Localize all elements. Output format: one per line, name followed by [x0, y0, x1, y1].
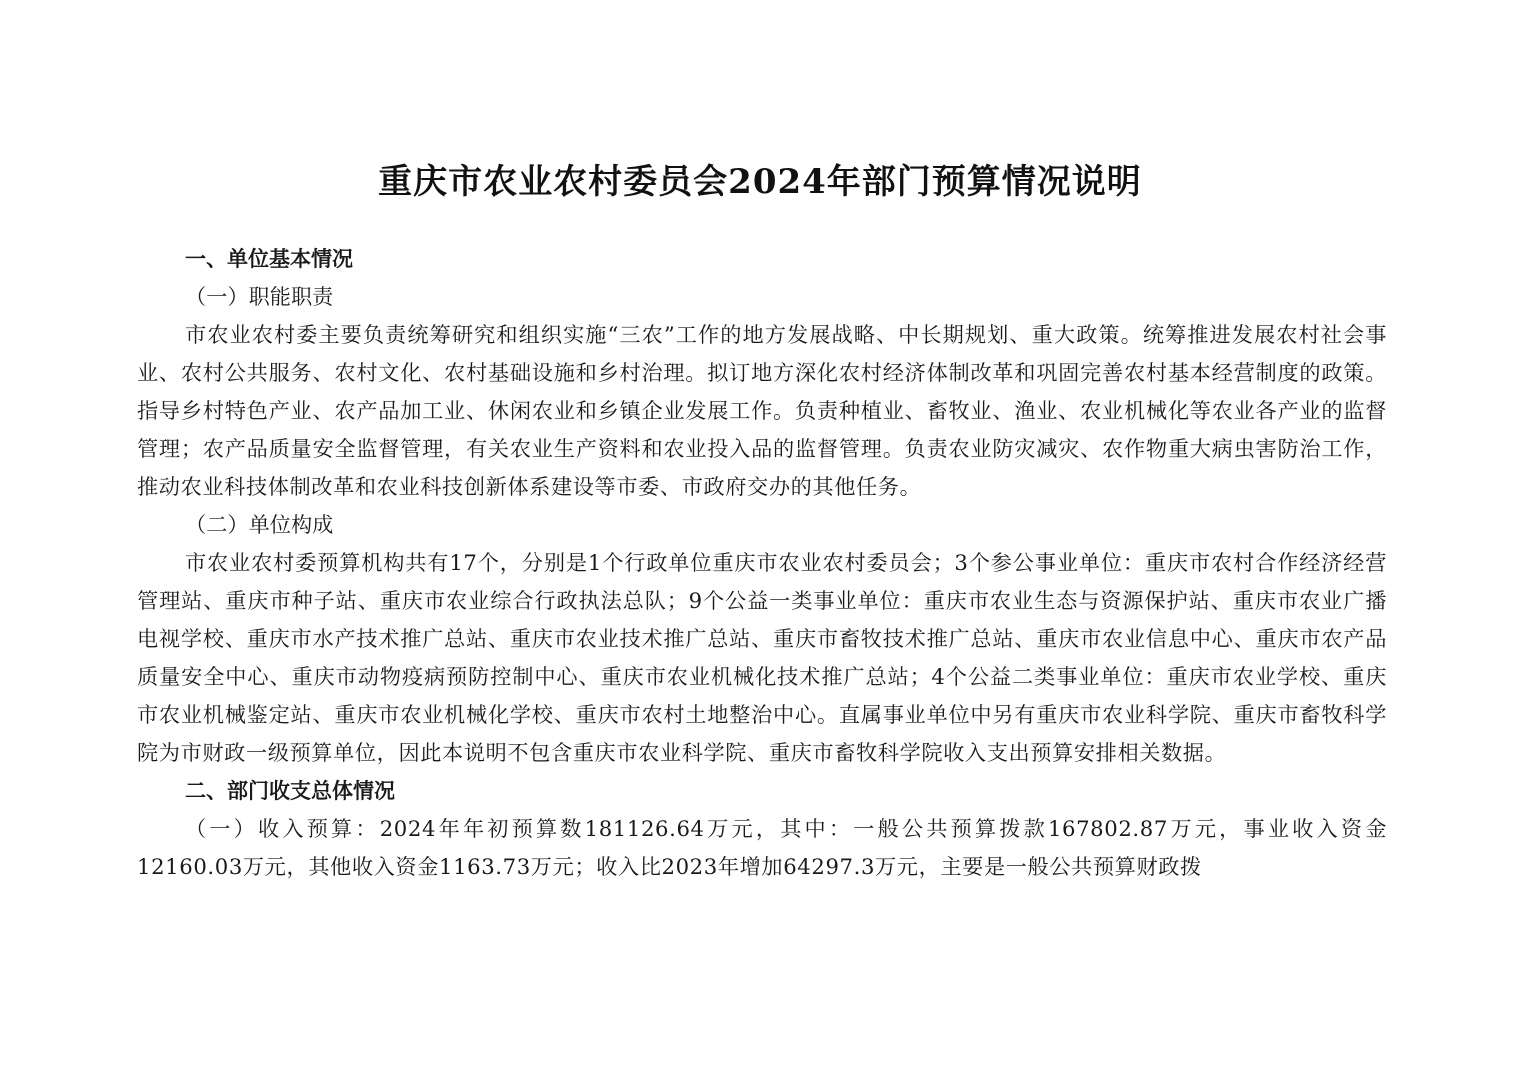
document-title: 重庆市农业农村委员会2024年部门预算情况说明	[378, 162, 1142, 202]
section-heading-budget-overview: 二、部门收支总体情况	[185, 779, 395, 803]
subsection-heading-composition: （二）单位构成	[185, 512, 334, 537]
paragraph-income-budget: （一）收入预算：2024年年初预算数181126.64万元，其中：一般公共预算拨款167802.87万元，事业收入资金12160.03万元，其他收入资金1163.73万元；收入比2023年增加64297.3万元，主要是一般公共预算财政拨	[137, 816, 1387, 879]
paragraph-composition: 市农业农村委预算机构共有17个，分别是1个行政单位重庆市农业农村委员会；3个参公事业单位：重庆市农村合作经济经营管理站、重庆市种子站、重庆市农业综合行政执法总队；9个公益一类事业单位：重庆市农业生态与资源保护站、重庆市农业广播电视学校、重庆市水产技术推广总站、重庆市农业技术推广总站、重庆市畜牧技术推广总站、重庆市农业信息中心、重庆市农产品质量安全中心、重庆市动物疫病预防控制中心、重庆市农业机械化技术推广总站；4个公益二类事业单位：重庆市农业学校、重庆市农业机械鉴定站、重庆市农业机械化学校、重庆市农村土地整治中心。直属事业单位中另有重庆市农业科学院、重庆市畜牧科学院为市财政一级预算单位，因此本说明不包含重庆市农业科学院、重庆市畜牧科学院收入支出预算安排相关数据。	[137, 550, 1387, 765]
section-heading-basic-info: 一、单位基本情况	[185, 247, 353, 271]
document-body	[137, 240, 1387, 886]
paragraph-duties: 市农业农村委主要负责统筹研究和组织实施“三农”工作的地方发展战略、中长期规划、重大政策。统筹推进发展农村社会事业、农村公共服务、农村文化、农村基础设施和乡村治理。拟订地方深化农村经济体制改革和巩固完善农村基本经营制度的政策。指导乡村特色产业、农产品加工业、休闲农业和乡镇企业发展工作。负责种植业、畜牧业、渔业、农业机械化等农业各产业的监督管理；农产品质量安全监督管理，有关农业生产资料和农业投入品的监督管理。负责农业防灾减灾、农作物重大病虫害防治工作，推动农业科技体制改革和农业科技创新体系建设等市委、市政府交办的其他任务。	[137, 322, 1387, 499]
subsection-heading-duties: （一）职能职责	[185, 284, 334, 309]
